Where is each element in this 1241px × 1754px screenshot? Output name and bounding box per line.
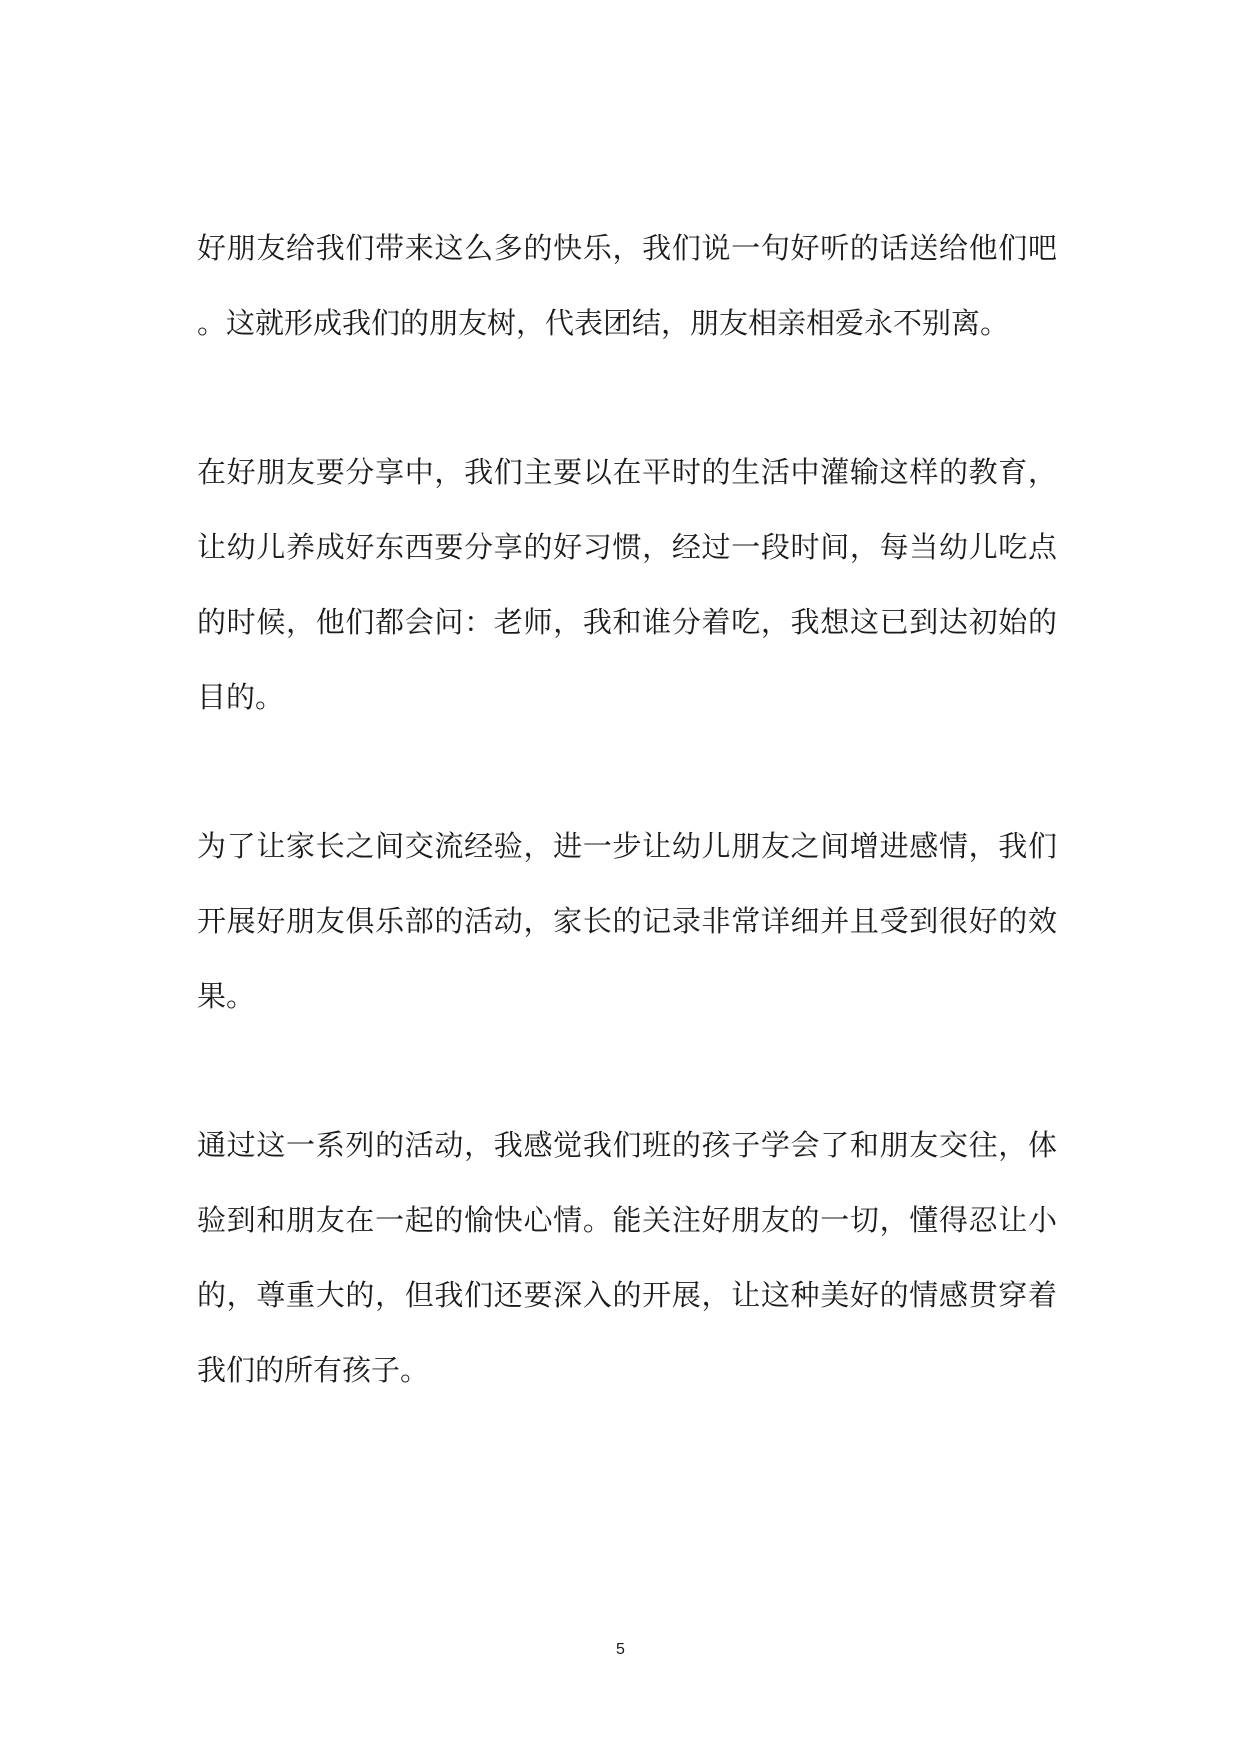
page-number: 5 (616, 1641, 625, 1658)
paragraph-2-line-4: 目的。 (197, 680, 285, 714)
paragraph-3-line-3: 果。 (197, 979, 256, 1013)
paragraph-3-line-2: 开展好朋友俱乐部的活动，家长的记录非常详细并且受到很好的效 (197, 904, 1057, 938)
paragraph-2-line-2: 让幼儿养成好东西要分享的好习惯，经过一段时间，每当幼儿吃点 (197, 530, 1057, 564)
paragraph-4-line-3: 的，尊重大的，但我们还要深入的开展，让这种美好的情感贯穿着 (197, 1278, 1057, 1312)
paragraph-4-line-4: 我们的所有孩子。 (197, 1353, 430, 1387)
paragraph-1-line-1: 好朋友给我们带来这么多的快乐，我们说一句好听的话送给他们吧 (197, 231, 1057, 265)
paragraph-4-line-2: 验到和朋友在一起的愉快心情。能关注好朋友的一切，懂得忍让小 (197, 1203, 1057, 1237)
paragraph-2-line-1: 在好朋友要分享中，我们主要以在平时的生活中灌输这样的教育， (197, 455, 1057, 489)
paragraph-2-line-3: 的时候，他们都会问：老师，我和谁分着吃，我想这已到达初始的 (197, 605, 1057, 639)
paragraph-1-line-2: 。这就形成我们的朋友树，代表团结，朋友相亲相爱永不别离。 (197, 306, 1010, 340)
paragraph-4-line-1: 通过这一系列的活动，我感觉我们班的孩子学会了和朋友交往，体 (197, 1128, 1057, 1162)
paragraph-3-line-1: 为了让家长之间交流经验，进一步让幼儿朋友之间增进感情，我们 (197, 829, 1057, 863)
